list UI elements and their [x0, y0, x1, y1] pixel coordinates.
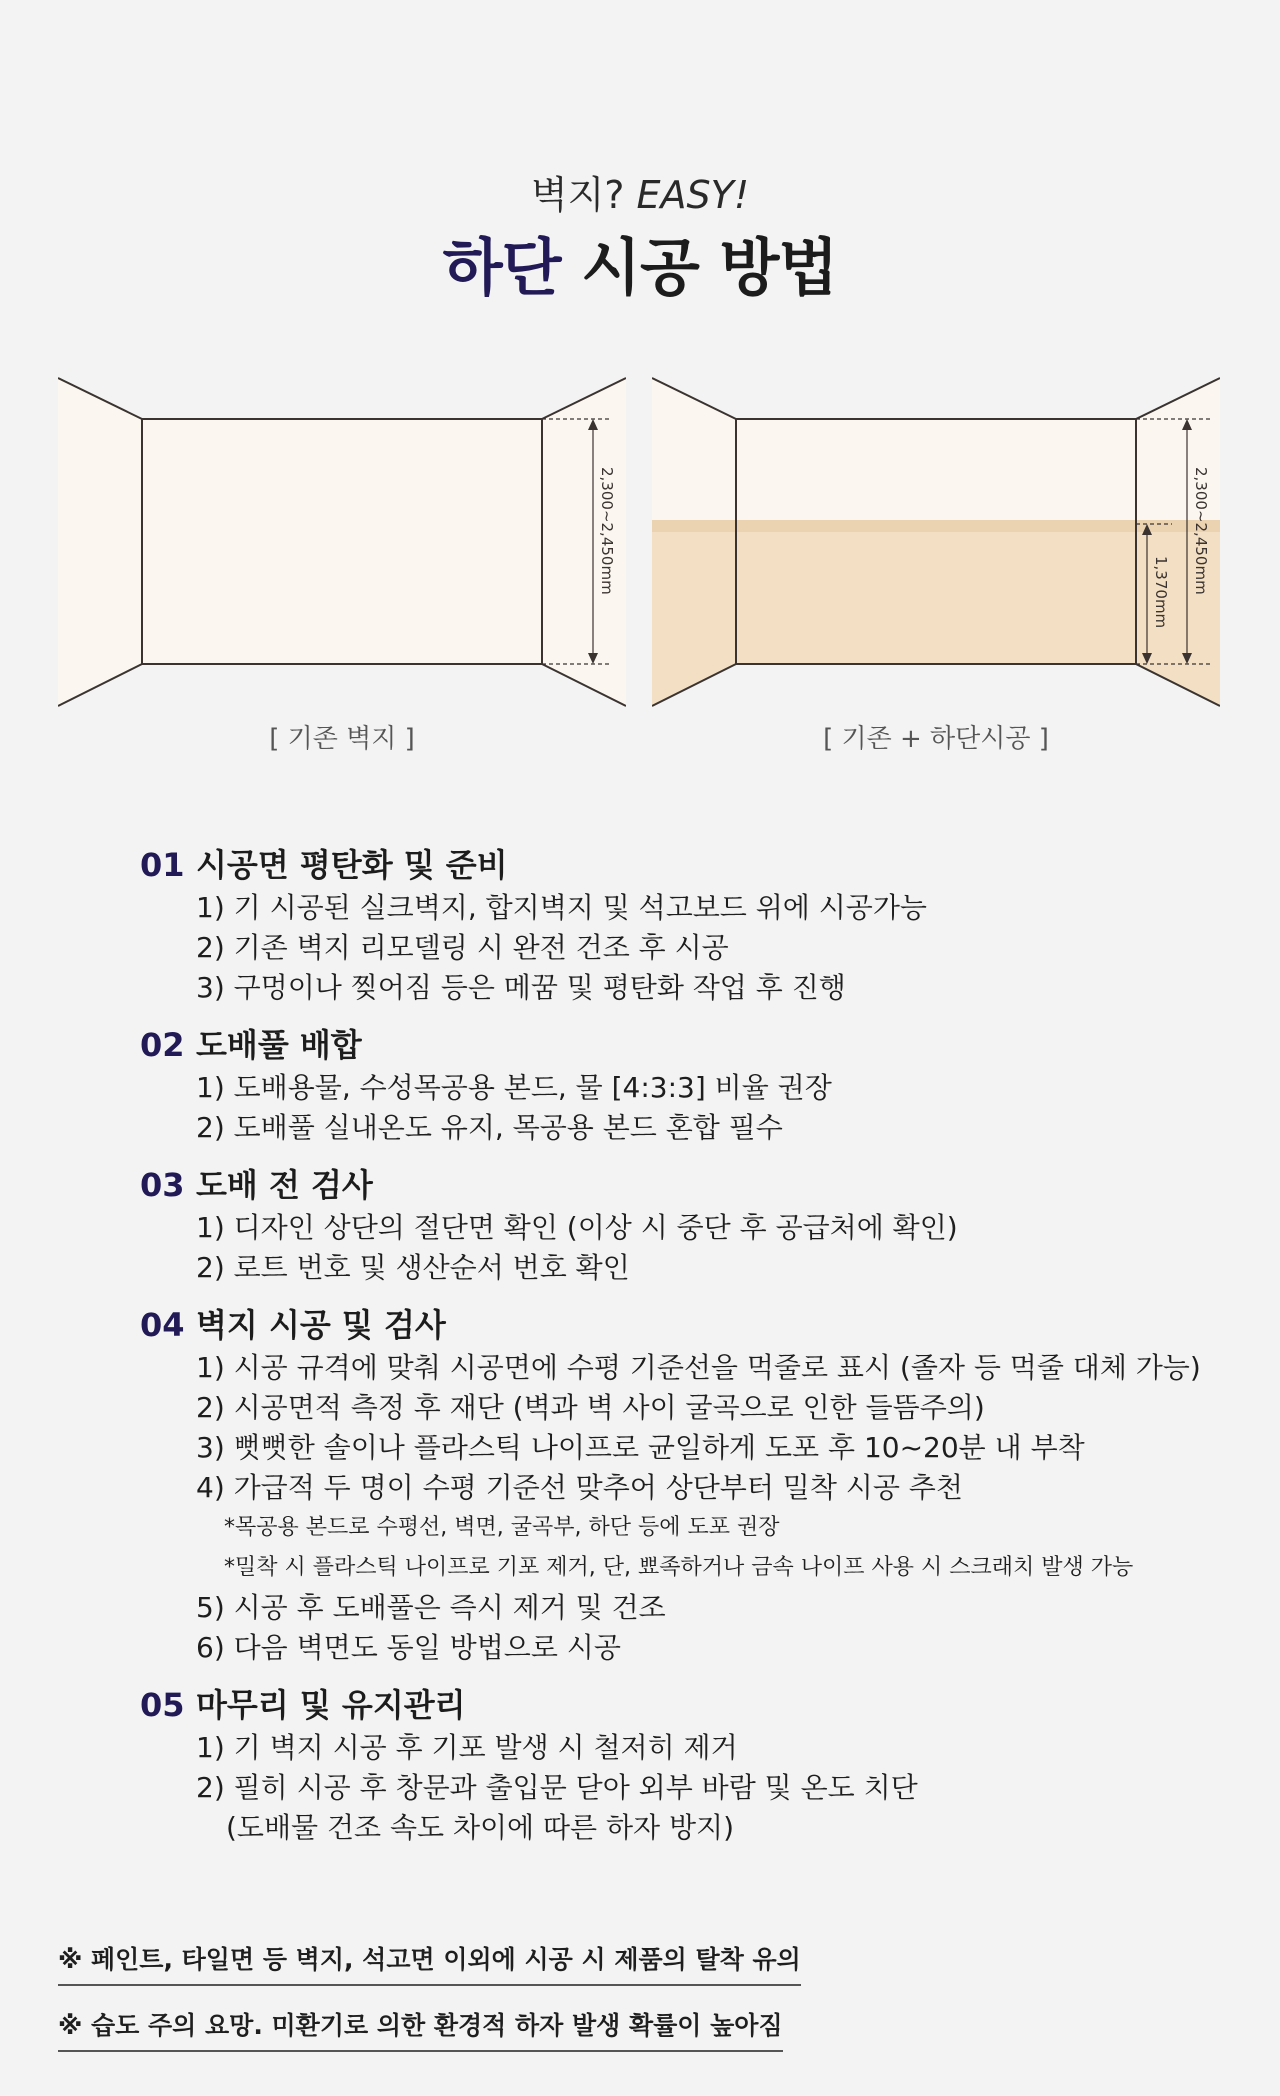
- caption-lower-install: [ 기존 + 하단시공 ]: [823, 724, 1049, 754]
- step-title: 도배풀 배합: [196, 1026, 362, 1064]
- notice-surface: ※ 페인트, 타일면 등 벽지, 석고면 이외에 시공 시 제품의 탈착 유의: [58, 1940, 801, 1986]
- diagram-existing-wall: [58, 372, 626, 710]
- step-05: [140, 1682, 1180, 1848]
- step-item: 1) 시공 규격에 맞춰 시공면에 수평 기준선을 먹줄로 표시 (졸자 등 먹줄 대체 가능): [196, 1351, 1201, 1384]
- dimension-label: 2,300~2,450mm: [598, 467, 616, 595]
- step-number: 02: [140, 1026, 185, 1064]
- dimension-label-total: 2,300~2,450mm: [1192, 467, 1210, 595]
- page-title: [0, 228, 1280, 308]
- step-title: 시공면 평탄화 및 준비: [196, 846, 508, 884]
- step-item: 2) 로트 번호 및 생산순서 번호 확인: [196, 1251, 630, 1284]
- steps-list: [140, 842, 1201, 1862]
- step-02: [140, 1022, 1180, 1148]
- step-number: 05: [140, 1686, 185, 1724]
- step-item: 2) 기존 벽지 리모델링 시 완전 건조 후 시공: [196, 931, 729, 964]
- step-number: 03: [140, 1166, 185, 1204]
- lower-panel-back: [736, 520, 1136, 664]
- dimension-label-lower: 1,370mm: [1152, 556, 1170, 629]
- caption-existing: [ 기존 벽지 ]: [269, 724, 415, 754]
- step-item: 2) 필히 시공 후 창문과 출입문 닫아 외부 바람 및 온도 치단: [196, 1771, 918, 1804]
- step-03: [140, 1162, 1180, 1288]
- step-item: 4) 가급적 두 명이 수평 기준선 맞추어 상단부터 밀착 시공 추천: [196, 1471, 963, 1504]
- subtitle: [0, 172, 1280, 218]
- subtitle-easy: EASY!: [636, 173, 750, 217]
- step-01: [140, 842, 1180, 1008]
- step-04: [140, 1302, 1201, 1668]
- step-item: 1) 기 시공된 실크벽지, 합지벽지 및 석고보드 위에 시공가능: [196, 891, 927, 924]
- step-item: 2) 도배풀 실내온도 유지, 목공용 본드 혼합 필수: [196, 1111, 783, 1144]
- step-item: 1) 디자인 상단의 절단면 확인 (이상 시 중단 후 공급처에 확인): [196, 1211, 958, 1244]
- step-title: 벽지 시공 및 검사: [196, 1306, 446, 1344]
- wall-back: [142, 419, 542, 664]
- step-item: 1) 도배용물, 수성목공용 본드, 물 [4:3:3] 비율 권장: [196, 1071, 832, 1104]
- step-note: *밀착 시 플라스틱 나이프로 기포 제거, 단, 뾰족하거나 금속 나이프 사용 시 스크래치 발생 가능: [224, 1555, 1134, 1580]
- step-item: 6) 다음 벽면도 동일 방법으로 시공: [196, 1631, 621, 1664]
- title-accent: 하단: [442, 231, 561, 304]
- title-rest: 시공 방법: [560, 231, 838, 304]
- wall-left: [58, 378, 142, 706]
- step-number: 04: [140, 1306, 185, 1344]
- step-item: 5) 시공 후 도배풀은 즉시 제거 및 건조: [196, 1591, 666, 1624]
- step-item: 1) 기 벽지 시공 후 기포 발생 시 철저히 제거: [196, 1731, 738, 1764]
- step-item: 3) 뻣뻣한 솔이나 플라스틱 나이프로 균일하게 도포 후 10~20분 내 부착: [196, 1431, 1085, 1464]
- step-item-continuation: (도배물 건조 속도 차이에 따른 하자 방지): [226, 1811, 735, 1844]
- header: [0, 172, 1280, 308]
- step-title: 마무리 및 유지관리: [196, 1686, 466, 1724]
- step-item: 2) 시공면적 측정 후 재단 (벽과 벽 사이 굴곡으로 인한 들뜸주의): [196, 1391, 985, 1424]
- step-title: 도배 전 검사: [196, 1166, 373, 1204]
- step-number: 01: [140, 846, 185, 884]
- notices: [58, 1940, 801, 2072]
- step-item: 3) 구멍이나 찢어짐 등은 메꿈 및 평탄화 작업 후 진행: [196, 971, 846, 1004]
- diagram-lower-install: [652, 372, 1220, 710]
- notice-humidity: ※ 습도 주의 요망. 미환기로 의한 환경적 하자 발생 확률이 높아짐: [58, 2006, 783, 2052]
- subtitle-prefix: 벽지?: [530, 173, 637, 217]
- lower-panel-left: [652, 520, 736, 706]
- step-note: *목공용 본드로 수평선, 벽면, 굴곡부, 하단 등에 도포 권장: [224, 1515, 780, 1540]
